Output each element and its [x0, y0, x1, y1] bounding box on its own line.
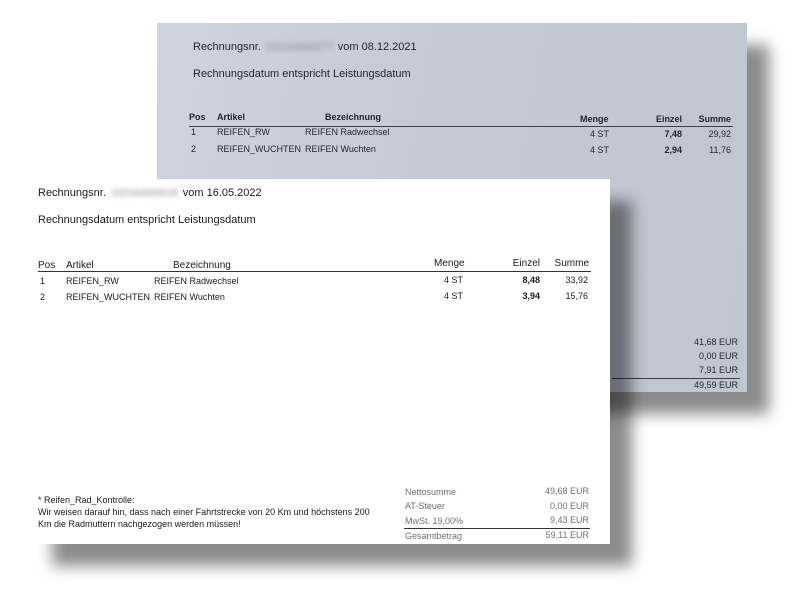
col-header-artikel: Artikel [217, 112, 246, 122]
row-summe: 11,76 [709, 145, 731, 155]
gross-total-value: 59,11 EUR [545, 530, 589, 540]
row-summe: 15,76 [565, 291, 588, 301]
service-date-note: Rechnungsdatum entspricht Leistungsdatum [38, 214, 256, 226]
vat-label: MwSt. 19,00% [405, 516, 464, 526]
row-artikel: REIFEN_RW [66, 276, 119, 286]
row-summe: 33,92 [565, 275, 588, 285]
row-artikel: REIFEN_RW [217, 127, 270, 137]
invoice-date: vom 16.05.2022 [182, 187, 262, 199]
row-pos: 2 [191, 144, 197, 154]
at-tax-label: AT-Steuer [405, 501, 445, 511]
footnote-text: Km die Radmuttern nachgezogen werden müssen! [38, 519, 241, 529]
front-invoice-page [30, 179, 610, 544]
service-date-note: Rechnungsdatum entspricht Leistungsdatum [193, 68, 411, 80]
row-artikel: REIFEN_WUCHTEN [217, 144, 302, 154]
row-menge: 4 ST [590, 129, 610, 139]
row-menge: 4 ST [444, 275, 464, 285]
row-einzel: 7,48 [664, 129, 682, 139]
col-header-bezeichnung: Bezeichnung [325, 112, 382, 122]
row-menge: 4 ST [444, 291, 464, 301]
col-header-bezeichnung: Bezeichnung [173, 260, 231, 271]
row-bezeichnung: REIFEN Radwechsel [154, 276, 239, 286]
invoice-date: vom 08.12.2021 [337, 41, 417, 53]
header-divider [189, 126, 733, 127]
front-invoice-number-line [38, 187, 262, 199]
col-header-menge: Menge [580, 114, 609, 124]
col-header-einzel: Einzel [655, 114, 682, 124]
col-header-pos: Pos [189, 112, 206, 122]
col-header-summe: Summe [698, 114, 731, 124]
row-summe: 29,92 [708, 129, 731, 139]
row-artikel: REIFEN_WUCHTEN [66, 292, 151, 302]
back-total-vat: 7,91 EUR [698, 365, 738, 375]
row-menge: 4 ST [590, 145, 610, 155]
vat-value: 9,43 EUR [549, 515, 589, 525]
row-pos: 1 [40, 276, 46, 286]
col-header-artikel: Artikel [66, 260, 94, 271]
redacted-invoice-number: 102164000277 [265, 41, 333, 53]
back-total-gross: 49,59 EUR [693, 380, 738, 390]
row-einzel: 8,48 [522, 275, 540, 285]
row-einzel: 3,94 [522, 291, 540, 301]
row-bezeichnung: REIFEN Wuchten [305, 144, 376, 154]
back-invoice-number-line [193, 41, 417, 53]
col-header-einzel: Einzel [512, 258, 540, 269]
totals-divider [404, 528, 590, 529]
back-total-net: 41,68 EUR [693, 337, 738, 347]
footnote-title: * Reifen_Rad_Kontrolle: [38, 495, 135, 505]
row-bezeichnung: REIFEN Radwechsel [305, 127, 390, 137]
row-pos: 2 [40, 292, 46, 302]
net-total-label: Nettosumme [405, 487, 457, 497]
row-einzel: 2,94 [664, 145, 682, 155]
footnote-text: Wir weisen darauf hin, dass nach einer Fahrtstrecke von 20 Km und höchstens 200 [38, 507, 370, 517]
redacted-invoice-number: 102164000018 [110, 187, 178, 199]
back-total-at-tax: 0,00 EUR [698, 351, 738, 361]
back-totals-divider [612, 378, 740, 379]
gross-total-label: Gesamtbetrag [405, 531, 463, 541]
header-divider [38, 271, 591, 272]
invoice-number-label: Rechnungsnr. [193, 41, 261, 53]
at-tax-value: 0,00 EUR [549, 501, 589, 511]
col-header-pos: Pos [38, 260, 56, 271]
col-header-menge: Menge [434, 258, 465, 269]
row-pos: 1 [191, 127, 197, 137]
invoice-number-label: Rechnungsnr. [38, 187, 106, 199]
col-header-summe: Summe [554, 258, 589, 269]
row-bezeichnung: REIFEN Wuchten [154, 292, 225, 302]
net-total-value: 49,68 EUR [544, 486, 589, 496]
